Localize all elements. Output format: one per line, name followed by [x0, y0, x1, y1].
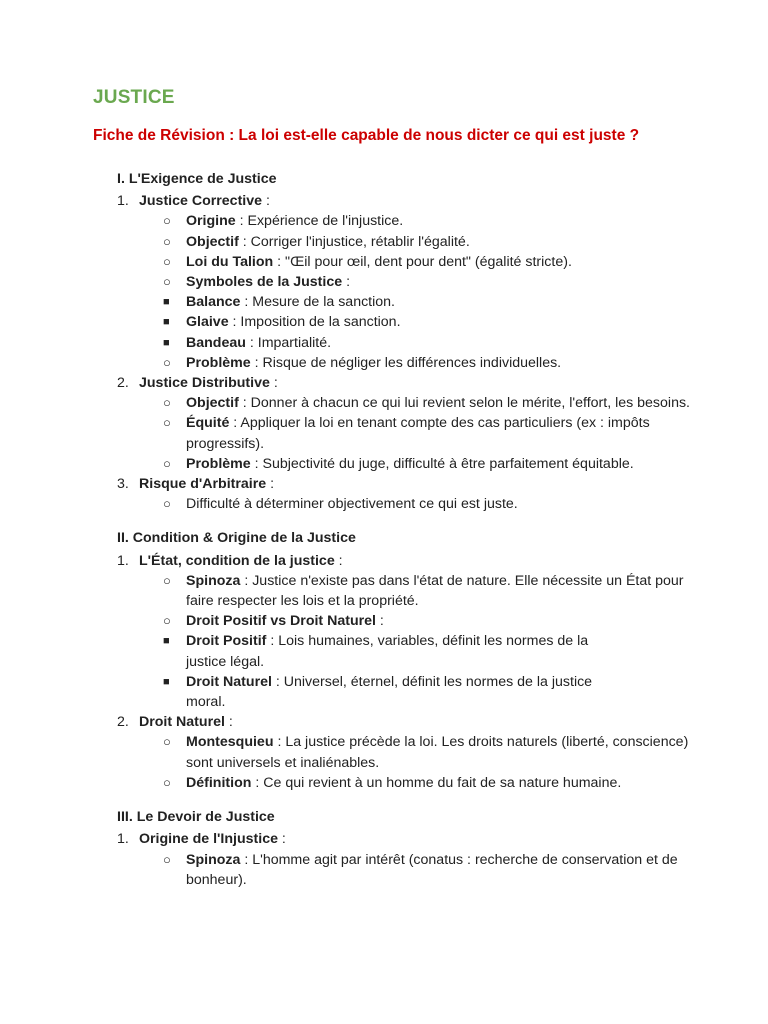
sub-item-text: : L'homme agit par intérêt (conatus : recherche de conservation et de bonheur). — [186, 851, 678, 888]
sub-sub-item-label: Glaive — [186, 314, 229, 331]
circle-bullet-icon: ○ — [163, 233, 171, 249]
sub-item-text: : — [375, 613, 384, 630]
document-body — [0, 169, 768, 890]
circle-bullet-icon: ○ — [163, 415, 171, 431]
list-item — [117, 474, 768, 494]
item-number: 1. — [117, 831, 129, 848]
sub-sub-item-text: : Mesure de la sanction. — [240, 294, 395, 311]
item-rest: : — [266, 476, 275, 493]
sub-item-text: : Corriger l'injustice, rétablir l'égalité. — [238, 233, 470, 250]
sub-item-text: : "Œil pour œil, dent pour dent" (égalité stricte). — [273, 253, 572, 270]
sub-item-label: Loi du Talion — [186, 253, 274, 270]
item-label: Origine de l'Injustice — [139, 831, 278, 848]
sub-item-label: Symboles de la Justice — [186, 274, 343, 291]
square-bullet-icon: ■ — [163, 296, 170, 309]
sub-item-label: Équité — [186, 415, 230, 432]
circle-bullet-icon: ○ — [163, 395, 171, 411]
sub-item-text: : Ce qui revient à un homme du fait de sa nature humaine. — [251, 774, 622, 791]
section — [117, 169, 768, 514]
sub-sub-item — [163, 631, 623, 671]
item-number: 1. — [117, 193, 129, 210]
item-label: Justice Distributive — [139, 375, 270, 392]
list-item — [117, 551, 768, 571]
sub-item-text: Difficulté à déterminer objectivement ce qui est juste. — [186, 496, 518, 513]
circle-bullet-icon: ○ — [163, 572, 171, 588]
sub-item — [163, 494, 691, 514]
document-subtitle: Fiche de Révision : La loi est-elle capable de nous dicter ce qui est juste ? — [93, 127, 640, 144]
circle-bullet-icon: ○ — [163, 354, 171, 370]
section-title: II. Condition & Origine de la Justice — [117, 530, 356, 547]
sub-item-label: Origine — [186, 213, 236, 230]
sub-item-label: Montesquieu — [186, 734, 274, 751]
circle-bullet-icon: ○ — [163, 851, 171, 867]
sub-sub-item-label: Droit Naturel — [186, 673, 272, 690]
sub-item-text: : Expérience de l'injustice. — [235, 213, 404, 230]
sub-item-label: Spinoza — [186, 851, 241, 868]
sub-item — [163, 413, 691, 453]
square-bullet-icon: ■ — [163, 316, 170, 329]
section-title: III. Le Devoir de Justice — [117, 809, 275, 826]
circle-bullet-icon: ○ — [163, 455, 171, 471]
sub-item — [163, 611, 691, 631]
sub-sub-item-text: : Imposition de la sanction. — [228, 314, 401, 331]
item-number: 2. — [117, 714, 129, 731]
sub-item-label: Problème — [186, 455, 251, 472]
list-item — [117, 373, 768, 393]
square-bullet-icon: ■ — [163, 635, 170, 648]
list-item — [117, 829, 768, 849]
sub-item — [163, 454, 691, 474]
item-rest: : — [224, 714, 233, 731]
sub-item — [163, 393, 691, 413]
circle-bullet-icon: ○ — [163, 213, 171, 229]
sub-item — [163, 571, 691, 611]
item-rest: : — [277, 831, 286, 848]
sub-item-label: Objectif — [186, 233, 239, 250]
sub-item-text: : Subjectivité du juge, difficulté à être parfaitement équitable. — [250, 455, 634, 472]
sub-item — [163, 272, 691, 292]
list-item — [117, 712, 768, 732]
sub-item-text: : Justice n'existe pas dans l'état de nature. Elle nécessite un État pour faire respecter les lois et la propriété. — [186, 572, 684, 610]
sub-item-text: : — [342, 274, 351, 291]
item-rest: : — [334, 552, 343, 569]
sub-sub-item-label: Droit Positif — [186, 633, 267, 650]
sub-sub-item — [163, 312, 623, 332]
circle-bullet-icon: ○ — [163, 734, 171, 750]
sub-item-label: Spinoza — [186, 572, 241, 589]
item-rest: : — [269, 375, 278, 392]
document-title: JUSTICE — [93, 87, 175, 108]
sub-item — [163, 232, 691, 252]
item-label: Justice Corrective — [139, 193, 263, 210]
item-number: 1. — [117, 552, 129, 569]
item-rest: : — [262, 193, 270, 210]
item-label: Droit Naturel — [139, 714, 225, 731]
sub-item — [163, 353, 691, 373]
sub-item-label: Problème — [186, 354, 251, 371]
item-number: 3. — [117, 476, 129, 493]
circle-bullet-icon: ○ — [163, 253, 171, 269]
sub-sub-item-label: Balance — [186, 294, 241, 311]
square-bullet-icon: ■ — [163, 675, 170, 688]
sub-item-text: : Risque de négliger les différences individuelles. — [250, 354, 562, 371]
sub-item — [163, 252, 691, 272]
section — [117, 807, 768, 890]
sub-sub-item — [163, 672, 623, 712]
sub-sub-item — [163, 292, 623, 312]
sub-item-text: : Donner à chacun ce qui lui revient selon le mérite, l'effort, les besoins. — [238, 395, 690, 412]
circle-bullet-icon: ○ — [163, 496, 171, 512]
section-title: I. L'Exigence de Justice — [117, 171, 277, 187]
circle-bullet-icon: ○ — [163, 774, 171, 790]
circle-bullet-icon: ○ — [163, 274, 171, 290]
sub-item-label: Droit Positif vs Droit Naturel — [186, 613, 376, 630]
sub-sub-item — [163, 333, 623, 353]
sub-item — [163, 211, 691, 231]
sub-item-text: : La justice précède la loi. Les droits naturels (liberté, conscience) sont universels et inaliénables. — [186, 734, 689, 771]
sub-sub-item-text: : Universel, éternel, définit les normes de la justice moral. — [186, 673, 593, 711]
sub-item-label: Définition — [186, 774, 252, 791]
sub-item — [163, 732, 691, 772]
sub-sub-item-text: : Impartialité. — [245, 334, 332, 351]
item-label: L'État, condition de la justice — [139, 552, 335, 569]
list-item — [117, 191, 768, 211]
sub-item-text: : Appliquer la loi en tenant compte des cas particuliers (ex : impôts progressifs). — [186, 415, 650, 452]
sub-item — [163, 773, 691, 793]
item-number: 2. — [117, 375, 129, 392]
sub-sub-item-text: : Lois humaines, variables, définit les normes de la justice légal. — [186, 633, 589, 670]
square-bullet-icon: ■ — [163, 336, 170, 349]
circle-bullet-icon: ○ — [163, 613, 171, 629]
sub-item — [163, 850, 691, 890]
section — [117, 528, 768, 793]
sub-item-label: Objectif — [186, 395, 239, 412]
item-label: Risque d'Arbitraire — [139, 476, 267, 493]
sub-sub-item-label: Bandeau — [186, 334, 246, 351]
